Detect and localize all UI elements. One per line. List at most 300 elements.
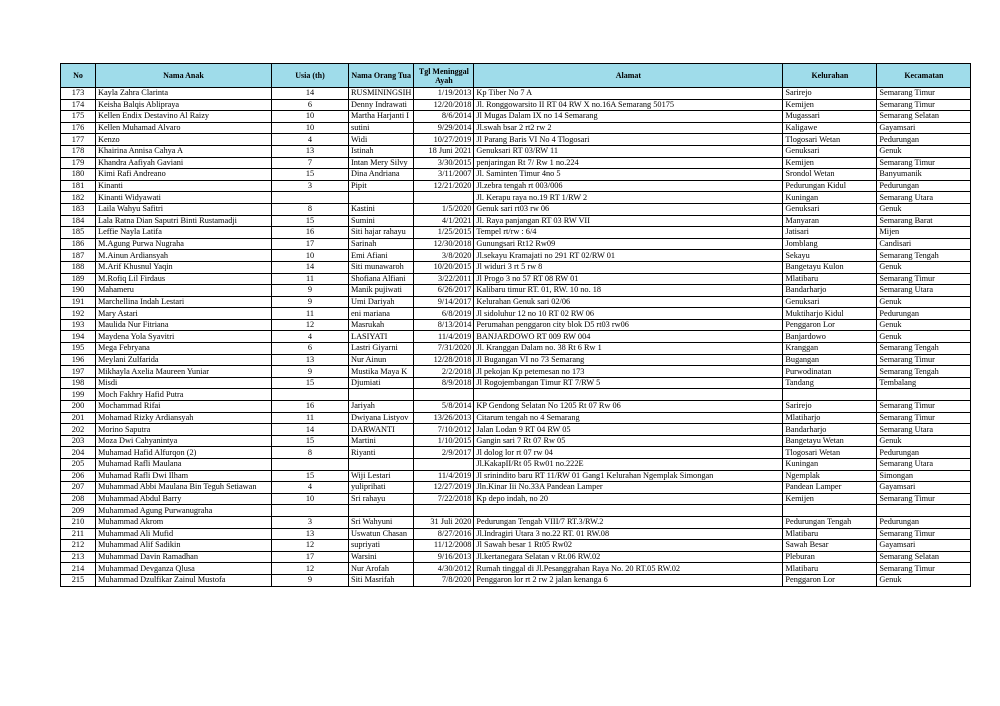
cell-no: 215 (61, 574, 96, 586)
cell-tgl-meninggal: 3/22/2011 (414, 273, 474, 285)
cell-alamat: Jl.zebra tengah rt 003/006 (474, 180, 783, 192)
cell-tgl-meninggal: 7/10/2012 (414, 424, 474, 436)
cell-nama-orang-tua: Kastini (349, 203, 414, 215)
cell-kecamatan: Genuk (877, 261, 971, 273)
cell-alamat: Kp Tiber No 7 A (474, 88, 783, 100)
cell-nama-orang-tua: sutini (349, 122, 414, 134)
cell-usia: 15 (272, 377, 349, 389)
cell-nama-anak: M.Agung Purwa Nugraha (96, 238, 272, 250)
cell-nama-orang-tua: Siti munawaroh (349, 261, 414, 273)
cell-usia: 17 (272, 238, 349, 250)
cell-kelurahan: Purwodinatan (783, 366, 877, 378)
cell-usia: 14 (272, 261, 349, 273)
cell-no: 208 (61, 493, 96, 505)
cell-usia: 10 (272, 122, 349, 134)
cell-nama-orang-tua: Nur Arofah (349, 563, 414, 575)
cell-kecamatan: Semarang Timur (877, 99, 971, 111)
cell-nama-orang-tua: Djumiati (349, 377, 414, 389)
cell-alamat: Jl.swah bsar 2 rt2 rw 2 (474, 122, 783, 134)
cell-tgl-meninggal: 9/14/2017 (414, 296, 474, 308)
cell-nama-anak: Marchellina Indah Lestari (96, 296, 272, 308)
cell-nama-orang-tua: Uswatun Chasan (349, 528, 414, 540)
cell-usia (272, 192, 349, 204)
cell-alamat: Jl.sekayu Kramajati no 291 RT 02/RW 01 (474, 250, 783, 262)
cell-alamat: Jl sidoluhur 12 no 10 RT 02 RW 06 (474, 308, 783, 320)
cell-nama-orang-tua (349, 459, 414, 471)
cell-no: 190 (61, 285, 96, 297)
cell-kecamatan: Semarang Utara (877, 285, 971, 297)
cell-nama-anak: Muhammad Ali Mufid (96, 528, 272, 540)
cell-tgl-meninggal: 8/6/2014 (414, 111, 474, 123)
cell-kecamatan: Gayamsari (877, 482, 971, 494)
cell-kelurahan: Jomblang (783, 238, 877, 250)
table-row (61, 447, 971, 459)
cell-kecamatan (877, 505, 971, 517)
cell-kecamatan: Genuk (877, 145, 971, 157)
cell-kecamatan: Semarang Timur (877, 157, 971, 169)
cell-tgl-meninggal: 2/9/2017 (414, 447, 474, 459)
cell-kelurahan: Mlatibaru (783, 528, 877, 540)
cell-alamat: Jl Sawah besar 1 Rt05 Rw02 (474, 540, 783, 552)
cell-alamat: Citarum tengah no 4 Semarang (474, 412, 783, 424)
cell-usia: 11 (272, 273, 349, 285)
cell-nama-anak: Meylani Zulfarida (96, 354, 272, 366)
cell-nama-anak: Kinanti Widyawati (96, 192, 272, 204)
cell-tgl-meninggal: 9/29/2014 (414, 122, 474, 134)
cell-no: 187 (61, 250, 96, 262)
cell-kecamatan: Simongan (877, 470, 971, 482)
cell-nama-orang-tua: Manik pujiwati (349, 285, 414, 297)
table-row (61, 470, 971, 482)
cell-nama-orang-tua: Siti Masrifah (349, 574, 414, 586)
cell-no: 203 (61, 435, 96, 447)
cell-kecamatan: Pedurungan (877, 308, 971, 320)
cell-kecamatan: Genuk (877, 203, 971, 215)
cell-kelurahan: Kaligawe (783, 122, 877, 134)
cell-nama-anak: Muhammad Dzulfikar Zainul Mustofa (96, 574, 272, 586)
cell-tgl-meninggal: 4/1/2021 (414, 215, 474, 227)
cell-usia: 7 (272, 157, 349, 169)
cell-nama-orang-tua: Intan Mery Silvy (349, 157, 414, 169)
cell-no: 184 (61, 215, 96, 227)
cell-usia: 12 (272, 563, 349, 575)
cell-alamat: Tempel rt/rw : 6/4 (474, 227, 783, 239)
table-row (61, 99, 971, 111)
cell-nama-orang-tua: Wiji Lestari (349, 470, 414, 482)
cell-no: 207 (61, 482, 96, 494)
cell-usia: 13 (272, 528, 349, 540)
cell-kecamatan: Semarang Tengah (877, 366, 971, 378)
cell-no: 193 (61, 319, 96, 331)
cell-nama-anak: Lala Ratna Dian Saputri Binti Rustamadji (96, 215, 272, 227)
header-nama-orang-tua: Nama Orang Tua (349, 64, 414, 88)
cell-nama-anak: Morino Saputra (96, 424, 272, 436)
cell-tgl-meninggal: 7/31/2020 (414, 343, 474, 355)
cell-nama-anak: Mochammad Rifai (96, 401, 272, 413)
cell-usia: 16 (272, 401, 349, 413)
cell-no: 181 (61, 180, 96, 192)
cell-nama-orang-tua: LASIYATI (349, 331, 414, 343)
table-row (61, 505, 971, 517)
cell-kelurahan: Bandarharjo (783, 285, 877, 297)
cell-usia: 11 (272, 308, 349, 320)
cell-nama-anak: Maulida Nur Fitriana (96, 319, 272, 331)
cell-tgl-meninggal: 12/28/2018 (414, 354, 474, 366)
cell-tgl-meninggal: 8/9/2018 (414, 377, 474, 389)
cell-no: 183 (61, 203, 96, 215)
cell-nama-anak: Muhamad Hafid Alfurqon (2) (96, 447, 272, 459)
cell-no: 211 (61, 528, 96, 540)
table-row (61, 551, 971, 563)
cell-nama-anak: Muhammad Davin Ramadhan (96, 551, 272, 563)
cell-alamat: Penggaron lor rt 2 rw 2 jalan kenanga 6 (474, 574, 783, 586)
cell-tgl-meninggal: 1/19/2013 (414, 88, 474, 100)
cell-nama-orang-tua: RUSMININGSIH (349, 88, 414, 100)
cell-tgl-meninggal: 9/16/2013 (414, 551, 474, 563)
table-row (61, 459, 971, 471)
cell-kecamatan: Gayamsari (877, 122, 971, 134)
cell-kecamatan: Tembalang (877, 377, 971, 389)
cell-nama-anak: Misdi (96, 377, 272, 389)
cell-nama-anak: Muhammad Alif Sadikin (96, 540, 272, 552)
cell-usia: 4 (272, 482, 349, 494)
cell-alamat: Jl Bugangan VI no 73 Semarang (474, 354, 783, 366)
cell-usia: 10 (272, 250, 349, 262)
cell-nama-anak: Moza Dwi Cahyanintya (96, 435, 272, 447)
cell-nama-orang-tua: Sri Wahyuni (349, 516, 414, 528)
cell-nama-orang-tua: Jariyah (349, 401, 414, 413)
cell-kelurahan (783, 389, 877, 401)
cell-tgl-meninggal: 11/4/2019 (414, 331, 474, 343)
cell-alamat: Jl dolog lor rt 07 rw 04 (474, 447, 783, 459)
cell-nama-orang-tua: Martha Harjanti I (349, 111, 414, 123)
cell-tgl-meninggal (414, 192, 474, 204)
cell-no: 194 (61, 331, 96, 343)
cell-no: 182 (61, 192, 96, 204)
cell-kecamatan: Genuk (877, 331, 971, 343)
cell-no: 206 (61, 470, 96, 482)
cell-kecamatan (877, 389, 971, 401)
cell-no: 189 (61, 273, 96, 285)
cell-alamat: Jl pekojan Kp petemesan no 173 (474, 366, 783, 378)
cell-nama-orang-tua: Siti hajar rahayu (349, 227, 414, 239)
table-row (61, 377, 971, 389)
cell-nama-orang-tua: Widi (349, 134, 414, 146)
cell-tgl-meninggal: 10/20/2015 (414, 261, 474, 273)
cell-tgl-meninggal: 31 Juli 2020 (414, 516, 474, 528)
cell-usia: 12 (272, 540, 349, 552)
cell-kelurahan: Genuksari (783, 296, 877, 308)
cell-nama-orang-tua: Nur Ainun (349, 354, 414, 366)
cell-tgl-meninggal: 7/8/2020 (414, 574, 474, 586)
cell-tgl-meninggal: 11/12/2008 (414, 540, 474, 552)
cell-no: 174 (61, 99, 96, 111)
cell-usia: 10 (272, 111, 349, 123)
cell-kelurahan: Kemijen (783, 99, 877, 111)
cell-nama-anak: Moch Fakhry Hafid Putra (96, 389, 272, 401)
cell-usia: 11 (272, 412, 349, 424)
cell-alamat: Rumah tinggal di Jl.Pesanggrahan Raya No. 20 RT.05 RW.02 (474, 563, 783, 575)
cell-alamat: Jl Mugas Dalam IX no 14 Semarang (474, 111, 783, 123)
cell-tgl-meninggal: 8/27/2016 (414, 528, 474, 540)
table-row (61, 227, 971, 239)
cell-kelurahan: Kemijen (783, 493, 877, 505)
cell-nama-anak: M.Arif Khusnul Yaqin (96, 261, 272, 273)
table-row (61, 308, 971, 320)
cell-nama-orang-tua: Pipit (349, 180, 414, 192)
cell-no: 209 (61, 505, 96, 517)
cell-kecamatan: Semarang Timur (877, 273, 971, 285)
cell-tgl-meninggal: 18 Juni 2021 (414, 145, 474, 157)
cell-tgl-meninggal (414, 505, 474, 517)
cell-kelurahan: Mlatibaru (783, 563, 877, 575)
cell-kecamatan: Genuk (877, 319, 971, 331)
table-row (61, 238, 971, 250)
cell-alamat: Perumahan penggaron city blok D5 rt03 rw06 (474, 319, 783, 331)
cell-usia: 3 (272, 180, 349, 192)
cell-nama-orang-tua: Dina Andriana (349, 169, 414, 181)
table-row (61, 319, 971, 331)
cell-kecamatan: Semarang Timur (877, 354, 971, 366)
table-row (61, 215, 971, 227)
header-alamat: Alamat (474, 64, 783, 88)
cell-kecamatan: Pedurungan (877, 447, 971, 459)
cell-usia: 17 (272, 551, 349, 563)
cell-no: 200 (61, 401, 96, 413)
cell-kelurahan: Genuksari (783, 203, 877, 215)
cell-no: 197 (61, 366, 96, 378)
cell-tgl-meninggal: 5/8/2014 (414, 401, 474, 413)
cell-alamat: Jl Progo 3 no 57 RT 08 RW 01 (474, 273, 783, 285)
cell-kelurahan: Srondol Wetan (783, 169, 877, 181)
cell-kecamatan: Mijen (877, 227, 971, 239)
table-row (61, 482, 971, 494)
cell-alamat: Jl. Raya panjangan RT 03 RW VII (474, 215, 783, 227)
cell-kecamatan: Semarang Timur (877, 563, 971, 575)
cell-tgl-meninggal: 12/30/2018 (414, 238, 474, 250)
cell-kelurahan: Kuningan (783, 459, 877, 471)
cell-kelurahan: Bandarharjo (783, 424, 877, 436)
cell-usia (272, 505, 349, 517)
cell-nama-orang-tua: yuliprihati (349, 482, 414, 494)
table-row (61, 389, 971, 401)
cell-usia: 13 (272, 145, 349, 157)
cell-kecamatan: Genuk (877, 435, 971, 447)
cell-nama-anak: Muhammad Akrom (96, 516, 272, 528)
cell-no: 201 (61, 412, 96, 424)
cell-kelurahan: Kranggan (783, 343, 877, 355)
cell-usia: 9 (272, 574, 349, 586)
cell-alamat: Jl srinindito baru RT 11/RW 01 Gang1 Kelurahan Ngemplak Simongan (474, 470, 783, 482)
cell-nama-orang-tua: Dwiyana Listyov (349, 412, 414, 424)
cell-kelurahan: Genuksari (783, 145, 877, 157)
cell-nama-anak: Maydena Yola Syavitri (96, 331, 272, 343)
data-table (60, 63, 971, 587)
cell-usia: 6 (272, 99, 349, 111)
cell-tgl-meninggal: 11/4/2019 (414, 470, 474, 482)
cell-kecamatan: Banyumanik (877, 169, 971, 181)
cell-kelurahan: Jatisari (783, 227, 877, 239)
header-tgl-meninggal: Tgl Meninggal Ayah (414, 64, 474, 88)
cell-alamat: Gunungsari Rt12 Rw09 (474, 238, 783, 250)
cell-no: 210 (61, 516, 96, 528)
cell-alamat: Kalibaru timur RT. 01, RW. 10 no. 18 (474, 285, 783, 297)
table-row (61, 169, 971, 181)
cell-kelurahan: Bangetayu Kulon (783, 261, 877, 273)
cell-nama-orang-tua: supriyati (349, 540, 414, 552)
cell-tgl-meninggal: 6/26/2017 (414, 285, 474, 297)
table-row (61, 122, 971, 134)
cell-kecamatan: Semarang Timur (877, 528, 971, 540)
cell-usia: 8 (272, 447, 349, 459)
table-row (61, 285, 971, 297)
cell-tgl-meninggal: 1/10/2015 (414, 435, 474, 447)
cell-alamat: Pedurungan Tengah VIII/7 RT.3/RW.2 (474, 516, 783, 528)
cell-no: 212 (61, 540, 96, 552)
cell-kecamatan: Pedurungan (877, 516, 971, 528)
cell-alamat: Jl. Kerapu raya no.19 RT 1/RW 2 (474, 192, 783, 204)
cell-usia: 15 (272, 215, 349, 227)
table-row (61, 493, 971, 505)
cell-tgl-meninggal: 3/11/2007 (414, 169, 474, 181)
cell-nama-anak: Kinanti (96, 180, 272, 192)
cell-nama-orang-tua: Martini (349, 435, 414, 447)
cell-no: 199 (61, 389, 96, 401)
cell-nama-anak: Muhamad Rafli Maulana (96, 459, 272, 471)
cell-no: 180 (61, 169, 96, 181)
cell-tgl-meninggal (414, 459, 474, 471)
cell-alamat: BANJARDOWO RT 009 RW 004 (474, 331, 783, 343)
cell-tgl-meninggal: 12/27/2019 (414, 482, 474, 494)
table-row (61, 354, 971, 366)
cell-kecamatan: Semarang Selatan (877, 551, 971, 563)
cell-kelurahan: Ngemplak (783, 470, 877, 482)
cell-usia (272, 389, 349, 401)
cell-no: 179 (61, 157, 96, 169)
cell-alamat: Jl widuri 3 rt 5 rw 8 (474, 261, 783, 273)
cell-nama-anak: Kellen Muhamad Alvaro (96, 122, 272, 134)
cell-kecamatan: Semarang Utara (877, 192, 971, 204)
cell-nama-anak: Keisha Balqis Abliprayа (96, 99, 272, 111)
cell-kecamatan: Semarang Timur (877, 493, 971, 505)
cell-nama-anak: Kimi Rafi Andreano (96, 169, 272, 181)
cell-kecamatan: Candisari (877, 238, 971, 250)
cell-usia: 9 (272, 366, 349, 378)
table-row (61, 273, 971, 285)
cell-nama-orang-tua (349, 389, 414, 401)
cell-alamat: Jl.KakapII/Rt 05 Rw01 no.222E (474, 459, 783, 471)
cell-alamat: Gangin sari 7 Rt 07 Rw 05 (474, 435, 783, 447)
cell-kelurahan: Pedurungan Tengah (783, 516, 877, 528)
cell-no: 204 (61, 447, 96, 459)
table-row (61, 540, 971, 552)
cell-kelurahan: Banjardowo (783, 331, 877, 343)
table-row (61, 563, 971, 575)
table-row (61, 157, 971, 169)
cell-tgl-meninggal: 12/20/2018 (414, 99, 474, 111)
cell-nama-orang-tua: Sarinah (349, 238, 414, 250)
cell-nama-anak: Muhammad Abbi Maulana Bin Teguh Setiawan (96, 482, 272, 494)
cell-kelurahan: Sarirejo (783, 88, 877, 100)
cell-kecamatan: Semarang Timur (877, 401, 971, 413)
cell-kelurahan: Sekayu (783, 250, 877, 262)
cell-alamat: Genuksari RT 03/RW 11 (474, 145, 783, 157)
cell-no: 198 (61, 377, 96, 389)
cell-usia: 4 (272, 134, 349, 146)
cell-usia: 15 (272, 169, 349, 181)
cell-no: 175 (61, 111, 96, 123)
table-row (61, 343, 971, 355)
cell-kelurahan: Pedurungan Kidul (783, 180, 877, 192)
cell-kelurahan: Kemijen (783, 157, 877, 169)
cell-nama-anak: Laila Wahyu Safitri (96, 203, 272, 215)
table-row (61, 296, 971, 308)
cell-nama-orang-tua: Shofiana Alfiani (349, 273, 414, 285)
table-row (61, 250, 971, 262)
cell-alamat: penjaringan Rt 7/ Rw 1 no.224 (474, 157, 783, 169)
cell-kelurahan: Pandean Lamper (783, 482, 877, 494)
cell-nama-anak: M.Rofiq Lil Firdaus (96, 273, 272, 285)
header-kecamatan: Kecamatan (877, 64, 971, 88)
cell-tgl-meninggal: 7/22/2018 (414, 493, 474, 505)
cell-usia: 15 (272, 435, 349, 447)
table-row (61, 331, 971, 343)
cell-kelurahan: Kuningan (783, 192, 877, 204)
cell-kelurahan: Penggaron Lor (783, 574, 877, 586)
table-row (61, 203, 971, 215)
table-row (61, 435, 971, 447)
cell-nama-orang-tua (349, 505, 414, 517)
cell-no: 185 (61, 227, 96, 239)
cell-tgl-meninggal: 2/2/2018 (414, 366, 474, 378)
cell-tgl-meninggal: 3/8/2020 (414, 250, 474, 262)
cell-nama-anak: Muhammad Agung Purwanugraha (96, 505, 272, 517)
cell-nama-anak: Muhammad Abdul Barry (96, 493, 272, 505)
cell-alamat: Jl. Saminten Timur 4no 5 (474, 169, 783, 181)
cell-no: 177 (61, 134, 96, 146)
cell-no: 214 (61, 563, 96, 575)
cell-kelurahan: Mlatibaru (783, 273, 877, 285)
cell-kelurahan: Manyaran (783, 215, 877, 227)
cell-no: 173 (61, 88, 96, 100)
cell-alamat: Jl Parang Baris VI No 4 Tlogosari (474, 134, 783, 146)
table-row (61, 528, 971, 540)
table-row (61, 516, 971, 528)
cell-kelurahan: Tlogosari Wetan (783, 447, 877, 459)
table-row (61, 145, 971, 157)
cell-kelurahan: Tandang (783, 377, 877, 389)
cell-no: 191 (61, 296, 96, 308)
cell-tgl-meninggal: 4/30/2012 (414, 563, 474, 575)
cell-usia: 9 (272, 296, 349, 308)
cell-nama-orang-tua: Umi Dariyah (349, 296, 414, 308)
table-row (61, 401, 971, 413)
cell-kelurahan: Tlogosari Wetan (783, 134, 877, 146)
cell-alamat (474, 389, 783, 401)
cell-usia: 16 (272, 227, 349, 239)
cell-nama-anak: Mary Astari (96, 308, 272, 320)
cell-kecamatan: Pedurungan (877, 134, 971, 146)
cell-kelurahan (783, 505, 877, 517)
cell-nama-orang-tua: Sri rahayu (349, 493, 414, 505)
cell-kecamatan: Semarang Utara (877, 459, 971, 471)
cell-usia: 14 (272, 424, 349, 436)
cell-usia: 6 (272, 343, 349, 355)
cell-kelurahan: Pleburan (783, 551, 877, 563)
cell-usia: 3 (272, 516, 349, 528)
cell-nama-orang-tua: eni mariana (349, 308, 414, 320)
cell-nama-orang-tua: Masrukah (349, 319, 414, 331)
